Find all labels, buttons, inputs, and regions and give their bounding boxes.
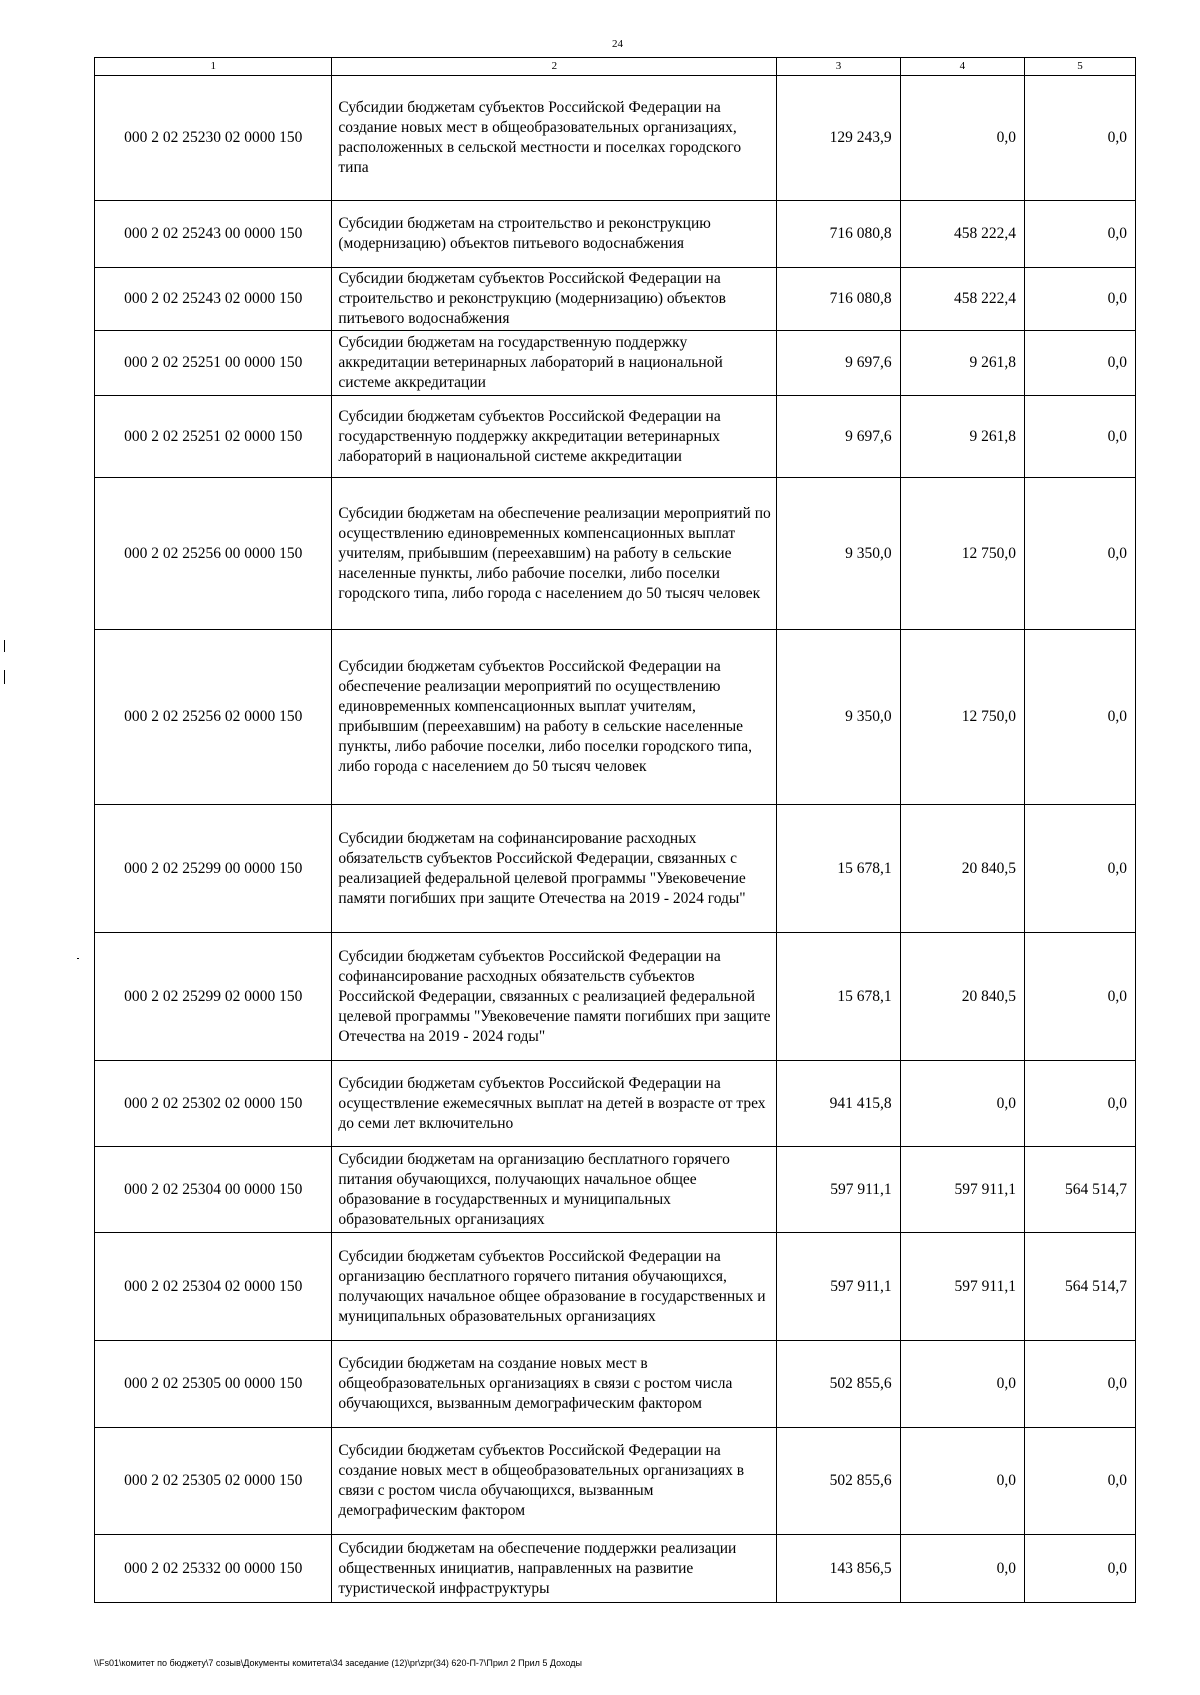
budget-code: 000 2 02 25332 00 0000 150: [95, 1535, 332, 1603]
value-col3: 716 080,8: [777, 268, 900, 331]
value-col5: 564 514,7: [1024, 1147, 1135, 1233]
value-col5: 0,0: [1024, 76, 1135, 201]
row-description: Субсидии бюджетам на софинансирование расходных обязательств субъектов Российской Федерации, связанных с реализацией федеральной целевой программы "Увековечение памяти погибших при защите Отечества на 2019 - 2024 годы": [332, 805, 777, 933]
value-col4: 9 261,8: [900, 331, 1024, 396]
value-col3: 15 678,1: [777, 933, 900, 1061]
row-description: Субсидии бюджетам на организацию бесплатного горячего питания обучающихся, получающих начальное общее образование в государственных и муниципальных образовательных организациях: [332, 1147, 777, 1233]
value-col5: 0,0: [1024, 201, 1135, 268]
budget-code: 000 2 02 25243 00 0000 150: [95, 201, 332, 268]
value-col5: 0,0: [1024, 1535, 1135, 1603]
value-col3: 9 350,0: [777, 630, 900, 805]
value-col4: 9 261,8: [900, 396, 1024, 478]
value-col3: 597 911,1: [777, 1233, 900, 1341]
page-number: 24: [612, 38, 623, 50]
scan-mark: [4, 670, 5, 684]
table-row: [95, 201, 1136, 268]
budget-code: 000 2 02 25305 00 0000 150: [95, 1341, 332, 1428]
row-description: Субсидии бюджетам субъектов Российской Федерации на софинансирование расходных обязательств субъектов Российской Федерации, связанных с реализацией федеральной целевой программы "Увековечение памяти погибших при защите Отечества на 2019 - 2024 годы": [332, 933, 777, 1061]
revenue-table: [94, 57, 1136, 1603]
value-col4: 0,0: [900, 1061, 1024, 1147]
row-description: Субсидии бюджетам на создание новых мест в общеобразовательных организациях в связи с ростом числа обучающихся, вызванным демографическим фактором: [332, 1341, 777, 1428]
value-col3: 502 855,6: [777, 1341, 900, 1428]
file-path-footer: \\Fs01\комитет по бюджету\7 созыв\Документы комитета\34 заседание (12)\pr\zpr(34) 620-П-7\Прил 2 Прил 5 Доходы: [94, 1658, 582, 1668]
value-col4: 597 911,1: [900, 1233, 1024, 1341]
value-col5: 0,0: [1024, 478, 1135, 630]
table-row: [95, 331, 1136, 396]
value-col4: 20 840,5: [900, 805, 1024, 933]
value-col5: 0,0: [1024, 1341, 1135, 1428]
value-col3: 15 678,1: [777, 805, 900, 933]
value-col4: 0,0: [900, 76, 1024, 201]
value-col5: 564 514,7: [1024, 1233, 1135, 1341]
table-row: [95, 478, 1136, 630]
value-col4: 12 750,0: [900, 630, 1024, 805]
value-col5: 0,0: [1024, 630, 1135, 805]
column-number: 1: [95, 58, 332, 76]
value-col5: 0,0: [1024, 268, 1135, 331]
table-row: [95, 396, 1136, 478]
value-col3: 716 080,8: [777, 201, 900, 268]
budget-code: 000 2 02 25302 02 0000 150: [95, 1061, 332, 1147]
table-row: [95, 630, 1136, 805]
table-row: [95, 268, 1136, 331]
value-col3: 502 855,6: [777, 1428, 900, 1535]
value-col3: 143 856,5: [777, 1535, 900, 1603]
column-number-row: [95, 58, 1136, 76]
column-number: 3: [777, 58, 900, 76]
row-description: Субсидии бюджетам на обеспечение поддержки реализации общественных инициатив, направленных на развитие туристической инфраструктуры: [332, 1535, 777, 1603]
table-row: [95, 1535, 1136, 1603]
row-description: Субсидии бюджетам субъектов Российской Федерации на государственную поддержку аккредитации ветеринарных лабораторий в национальной системе аккредитации: [332, 396, 777, 478]
table-row: [95, 933, 1136, 1061]
table-row: [95, 1428, 1136, 1535]
value-col4: 20 840,5: [900, 933, 1024, 1061]
value-col4: 458 222,4: [900, 201, 1024, 268]
value-col4: 0,0: [900, 1428, 1024, 1535]
column-number: 2: [332, 58, 777, 76]
row-description: Субсидии бюджетам субъектов Российской Федерации на создание новых мест в общеобразовательных организациях в связи с ростом числа обучающихся, вызванным демографическим фактором: [332, 1428, 777, 1535]
value-col5: 0,0: [1024, 933, 1135, 1061]
table-row: [95, 1233, 1136, 1341]
row-description: Субсидии бюджетам субъектов Российской Федерации на осуществление ежемесячных выплат на детей в возрасте от трех до семи лет включительно: [332, 1061, 777, 1147]
value-col5: 0,0: [1024, 1428, 1135, 1535]
row-description: Субсидии бюджетам субъектов Российской Федерации на организацию бесплатного горячего питания обучающихся, получающих начальное общее образование в государственных и муниципальных образовательных организациях: [332, 1233, 777, 1341]
value-col3: 9 697,6: [777, 331, 900, 396]
value-col4: 458 222,4: [900, 268, 1024, 331]
budget-code: 000 2 02 25304 02 0000 150: [95, 1233, 332, 1341]
budget-code: 000 2 02 25251 02 0000 150: [95, 396, 332, 478]
row-description: Субсидии бюджетам субъектов Российской Федерации на создание новых мест в общеобразовательных организациях, расположенных в сельской местности и поселках городского типа: [332, 76, 777, 201]
table-row: [95, 1147, 1136, 1233]
table-row: [95, 1341, 1136, 1428]
row-description: Субсидии бюджетам на строительство и реконструкцию (модернизацию) объектов питьевого водоснабжения: [332, 201, 777, 268]
column-number: 5: [1024, 58, 1135, 76]
budget-code: 000 2 02 25304 00 0000 150: [95, 1147, 332, 1233]
row-description: Субсидии бюджетам субъектов Российской Федерации на обеспечение реализации мероприятий по осуществлению единовременных компенсационных выплат учителям, прибывшим (переехавшим) на работу в сельские населенные пункты, либо рабочие поселки, либо поселки городского типа, либо города с населением до 50 тысяч человек: [332, 630, 777, 805]
value-col4: 597 911,1: [900, 1147, 1024, 1233]
budget-code: 000 2 02 25256 00 0000 150: [95, 478, 332, 630]
budget-code: 000 2 02 25305 02 0000 150: [95, 1428, 332, 1535]
table-row: [95, 1061, 1136, 1147]
value-col5: 0,0: [1024, 331, 1135, 396]
row-description: Субсидии бюджетам на обеспечение реализации мероприятий по осуществлению единовременных компенсационных выплат учителям, прибывшим (переехавшим) на работу в сельские населенные пункты, либо рабочие поселки, либо поселки городского типа, либо города с населением до 50 тысяч человек: [332, 478, 777, 630]
column-number: 4: [900, 58, 1024, 76]
budget-code: 000 2 02 25256 02 0000 150: [95, 630, 332, 805]
value-col3: 9 697,6: [777, 396, 900, 478]
value-col3: 9 350,0: [777, 478, 900, 630]
value-col4: 0,0: [900, 1341, 1024, 1428]
scan-mark: [4, 640, 5, 652]
row-description: Субсидии бюджетам субъектов Российской Федерации на строительство и реконструкцию (модернизацию) объектов питьевого водоснабжения: [332, 268, 777, 331]
table-row: [95, 76, 1136, 201]
budget-code: 000 2 02 25230 02 0000 150: [95, 76, 332, 201]
value-col3: 129 243,9: [777, 76, 900, 201]
value-col4: 12 750,0: [900, 478, 1024, 630]
budget-code: 000 2 02 25251 00 0000 150: [95, 331, 332, 396]
value-col5: 0,0: [1024, 396, 1135, 478]
budget-code: 000 2 02 25299 02 0000 150: [95, 933, 332, 1061]
value-col5: 0,0: [1024, 805, 1135, 933]
value-col3: 941 415,8: [777, 1061, 900, 1147]
row-description: Субсидии бюджетам на государственную поддержку аккредитации ветеринарных лабораторий в национальной системе аккредитации: [332, 331, 777, 396]
value-col4: 0,0: [900, 1535, 1024, 1603]
budget-code: 000 2 02 25243 02 0000 150: [95, 268, 332, 331]
value-col3: 597 911,1: [777, 1147, 900, 1233]
budget-code: 000 2 02 25299 00 0000 150: [95, 805, 332, 933]
scan-mark: [77, 958, 79, 959]
value-col5: 0,0: [1024, 1061, 1135, 1147]
table-row: [95, 805, 1136, 933]
